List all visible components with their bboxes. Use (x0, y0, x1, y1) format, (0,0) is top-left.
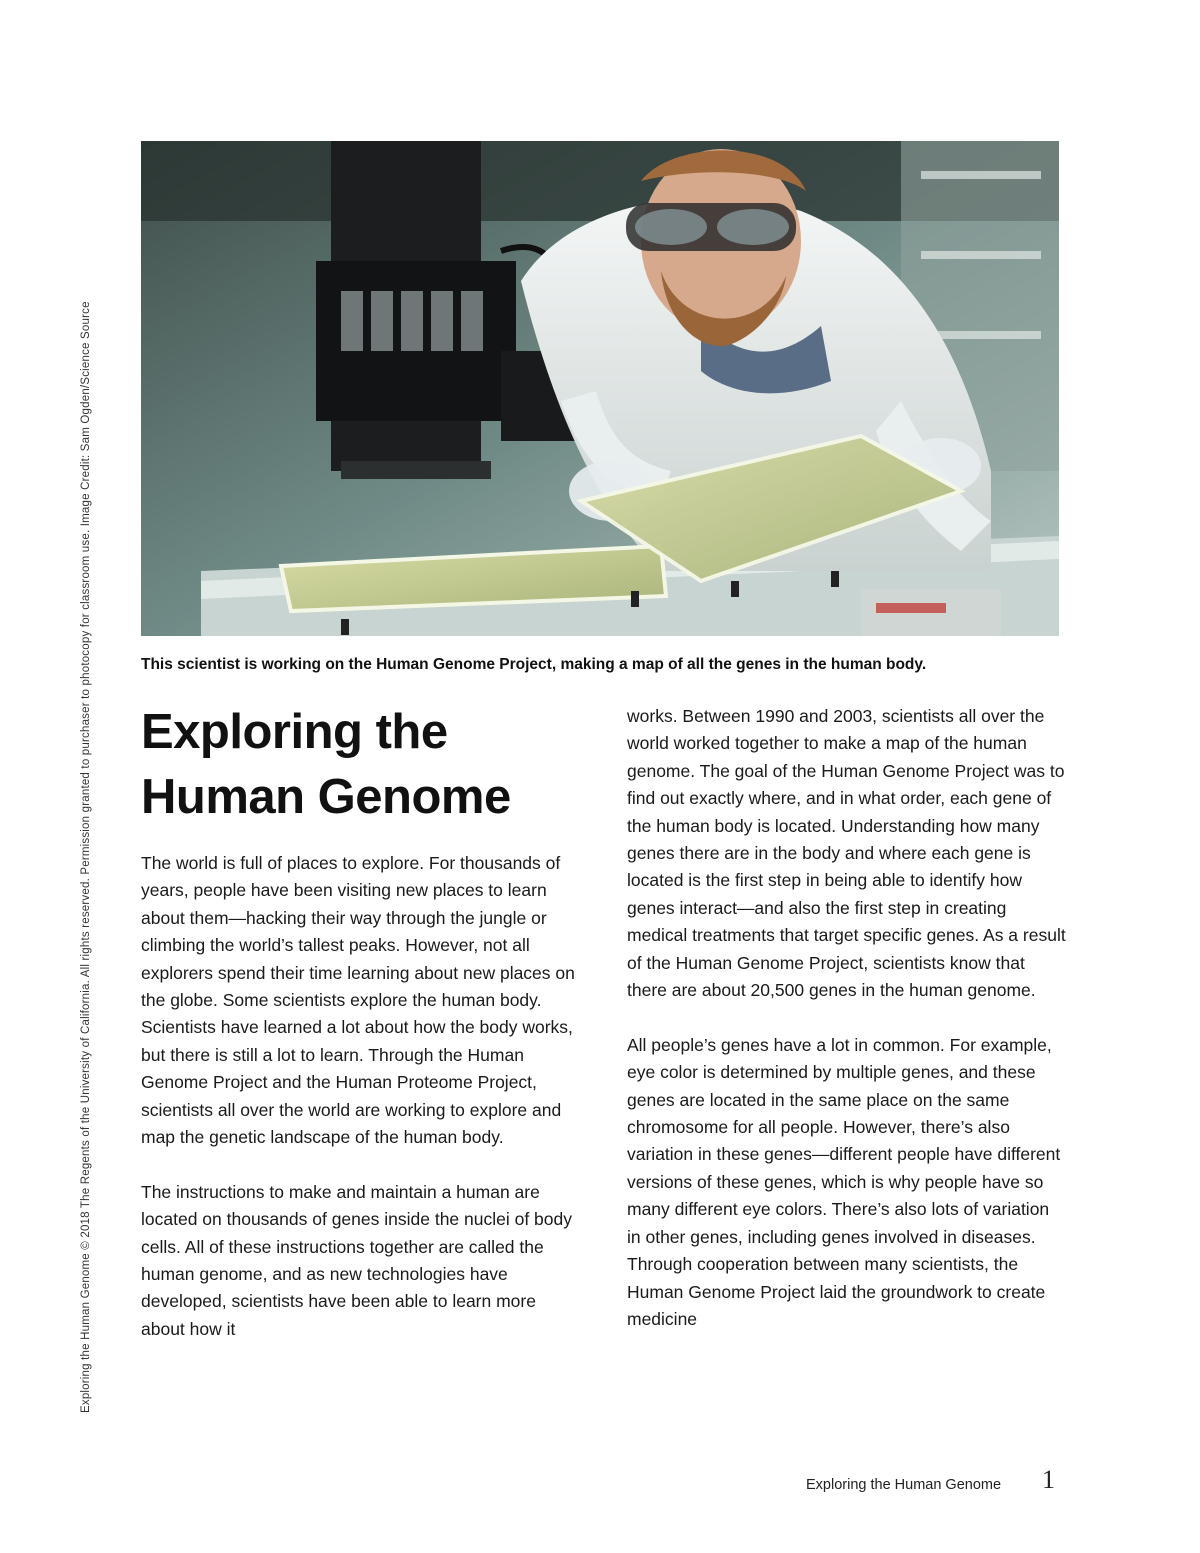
title-line-2: Human Genome (141, 770, 511, 824)
running-footer-title: Exploring the Human Genome (806, 1477, 1002, 1493)
left-paragraph-1: The world is full of places to explore. For thousands of years, people have been visiting new places to learn about them—hacking their way through the jungle or climbing the world’s tallest peaks. However, not all explorers spend their time learning about new places on the globe. Some scientists explore the human body. Scientists have learned a lot about how the body works, but there is still a lot to learn. Through the Human Genome Project and the Human Proteome Project, scientists all over the world are working to explore and map the genetic landscape of the human body. (141, 853, 575, 1148)
left-paragraph-2: The instructions to make and maintain a human are located on thousands of genes inside the nuclei of body cells. All of these instructions together are called the human genome, and as new technologies have developed, scientists have been able to learn more about how it (141, 1181, 573, 1339)
image-credit-sidebar: Exploring the Human Genome © 2018 The Regents of the University of California. All rights reserved. Permission granted to purchaser to photocopy for classroom use. Image Credit: Sam Ogden/Science Source (80, 301, 92, 1413)
right-paragraph-2: All people’s genes have a lot in common. For example, eye color is determined by multiple genes, and these genes are located in the same place on the same chromosome for all people. However, there’s also variation in these genes—different people have different versions of these genes, which is why people have so many different eye colors. There’s also lots of variation in other genes, including genes involved in diseases. Through cooperation between many scientists, the Human Genome Project laid the groundwork to create medicine (627, 1034, 1061, 1329)
lab-photo-illustration (141, 141, 1059, 636)
photo-caption: This scientist is working on the Human Genome Project, making a map of all the genes in the human body. (141, 656, 927, 673)
right-text-column (627, 703, 1067, 1333)
left-text-column (141, 850, 581, 1343)
page-number: 1 (1042, 1465, 1055, 1494)
title-line-1: Exploring the (141, 705, 448, 759)
scientist-lab-photo (141, 141, 1059, 636)
right-paragraph-1: works. Between 1990 and 2003, scientists all over the world worked together to make a map of the human genome. The goal of the Human Genome Project was to find out exactly where, and in what order, each gene of the human body is located. Understanding how many genes there are in the body and where each gene is located is the first step in being able to identify how genes interact—and also the first step in creating medical treatments that target specific genes. As a result of the Human Genome Project, scientists know that there are about 20,500 genes in the human genome. (627, 706, 1066, 1001)
page-title (141, 700, 601, 830)
